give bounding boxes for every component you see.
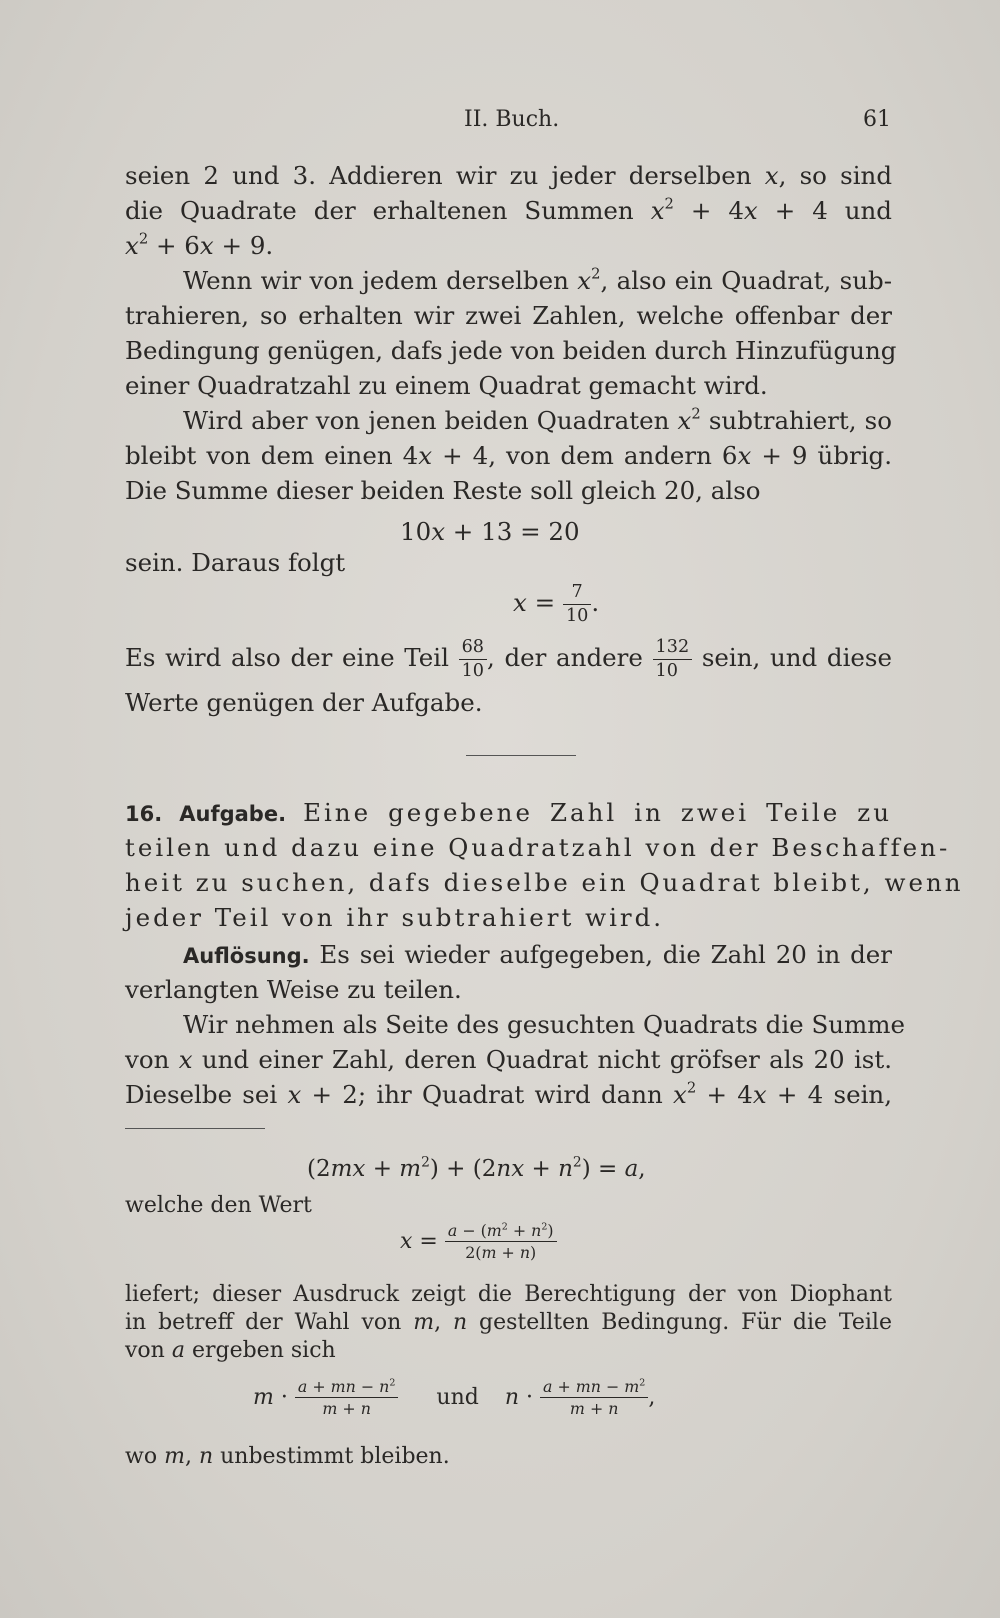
text-line: Bedingung genügen, dafs jede von beiden durch Hinzufügung bbox=[125, 336, 897, 365]
equation: x = $\frac{a - (m^2 + n^2)}{2(m + n)}$ bbox=[400, 1217, 557, 1267]
text-line: Auflösung. Es sei wieder aufgegeben, die Zahl 20 in der bbox=[183, 940, 892, 969]
text-line: welche den Wert bbox=[125, 1193, 312, 1218]
problem-number: 16. bbox=[125, 802, 163, 826]
text-line: sein. Daraus folgt bbox=[125, 548, 346, 577]
text-line: von a ergeben sich bbox=[125, 1338, 336, 1363]
text-line: Dieselbe sei x + 2; ihr Quadrat wird dann $x^2 + 4x + 4$ sein, bbox=[125, 1079, 892, 1109]
text-line: die Quadrate der erhaltenen Summen $x^2 + 4x + 4$ und bbox=[125, 195, 892, 225]
text-line: bleibt von dem einen 4x + 4, von dem andern 6x + 9 übrig. bbox=[125, 441, 892, 470]
problem-label: Aufgabe. bbox=[179, 802, 287, 826]
text-line: Es wird also der eine Teil $\frac{68}{10}$ , der andere $\frac{132}{10}$ sein, und diese bbox=[125, 636, 892, 681]
equation: 10x + 13 = 20 bbox=[400, 517, 580, 546]
equation: x = $\frac{7}{10}$ . bbox=[513, 581, 600, 626]
solution-label: Auflösung. bbox=[183, 944, 310, 968]
text-line: verlangten Weise zu teilen. bbox=[125, 975, 462, 1004]
text-line: Wir nehmen als Seite des gesuchten Quadrats die Summe bbox=[183, 1010, 905, 1039]
text-line: 16. Aufgabe. Eine gegebene Zahl in zwei Teile zu bbox=[125, 798, 892, 827]
text-line: jeder Teil von ihr subtrahiert wird. bbox=[125, 903, 665, 932]
equation: $(2mx + m^2) + (2nx + n^2) = a$, bbox=[307, 1154, 646, 1182]
equation: m · $\frac{a + mn - n^2}{m + n}$ und n · $\frac{a + mn - m^2}{m + n}$ , bbox=[253, 1377, 656, 1418]
text-line: seien 2 und 3. Addieren wir zu jeder derselben x, so sind bbox=[125, 161, 893, 190]
text-line: heit zu suchen, dafs dieselbe ein Quadrat bleibt, wenn bbox=[125, 868, 964, 897]
text-line: $x^2 + 6x + 9$. bbox=[125, 230, 274, 260]
text-line: wo m, n unbestimmt bleiben. bbox=[125, 1444, 450, 1469]
text-line: Die Summe dieser beiden Reste soll gleich 20, also bbox=[125, 476, 761, 505]
section-divider bbox=[466, 755, 576, 756]
text-line: liefert; dieser Ausdruck zeigt die Berechtigung der von Diophant bbox=[125, 1282, 892, 1307]
text-line: trahieren, so erhalten wir zwei Zahlen, welche offenbar der bbox=[125, 301, 892, 330]
running-title: II. Buch. bbox=[464, 107, 560, 132]
text-line: teilen und dazu eine Quadratzahl von der Beschaffen- bbox=[125, 833, 951, 862]
text-line: in betreff der Wahl von m, n gestellten Bedingung. Für die Teile bbox=[125, 1310, 892, 1335]
text-line: Wenn wir von jedem derselben $x^2$, also ein Quadrat, sub- bbox=[183, 265, 892, 295]
text-line: Wird aber von jenen beiden Quadraten $x^2$ subtrahiert, so bbox=[183, 405, 892, 435]
text-line: Werte genügen der Aufgabe. bbox=[125, 688, 483, 717]
footnote-rule bbox=[125, 1128, 265, 1129]
page-number: 61 bbox=[863, 107, 891, 132]
text-line: von x und einer Zahl, deren Quadrat nicht gröfser als 20 ist. bbox=[125, 1045, 892, 1074]
text-line: einer Quadratzahl zu einem Quadrat gemacht wird. bbox=[125, 371, 768, 400]
